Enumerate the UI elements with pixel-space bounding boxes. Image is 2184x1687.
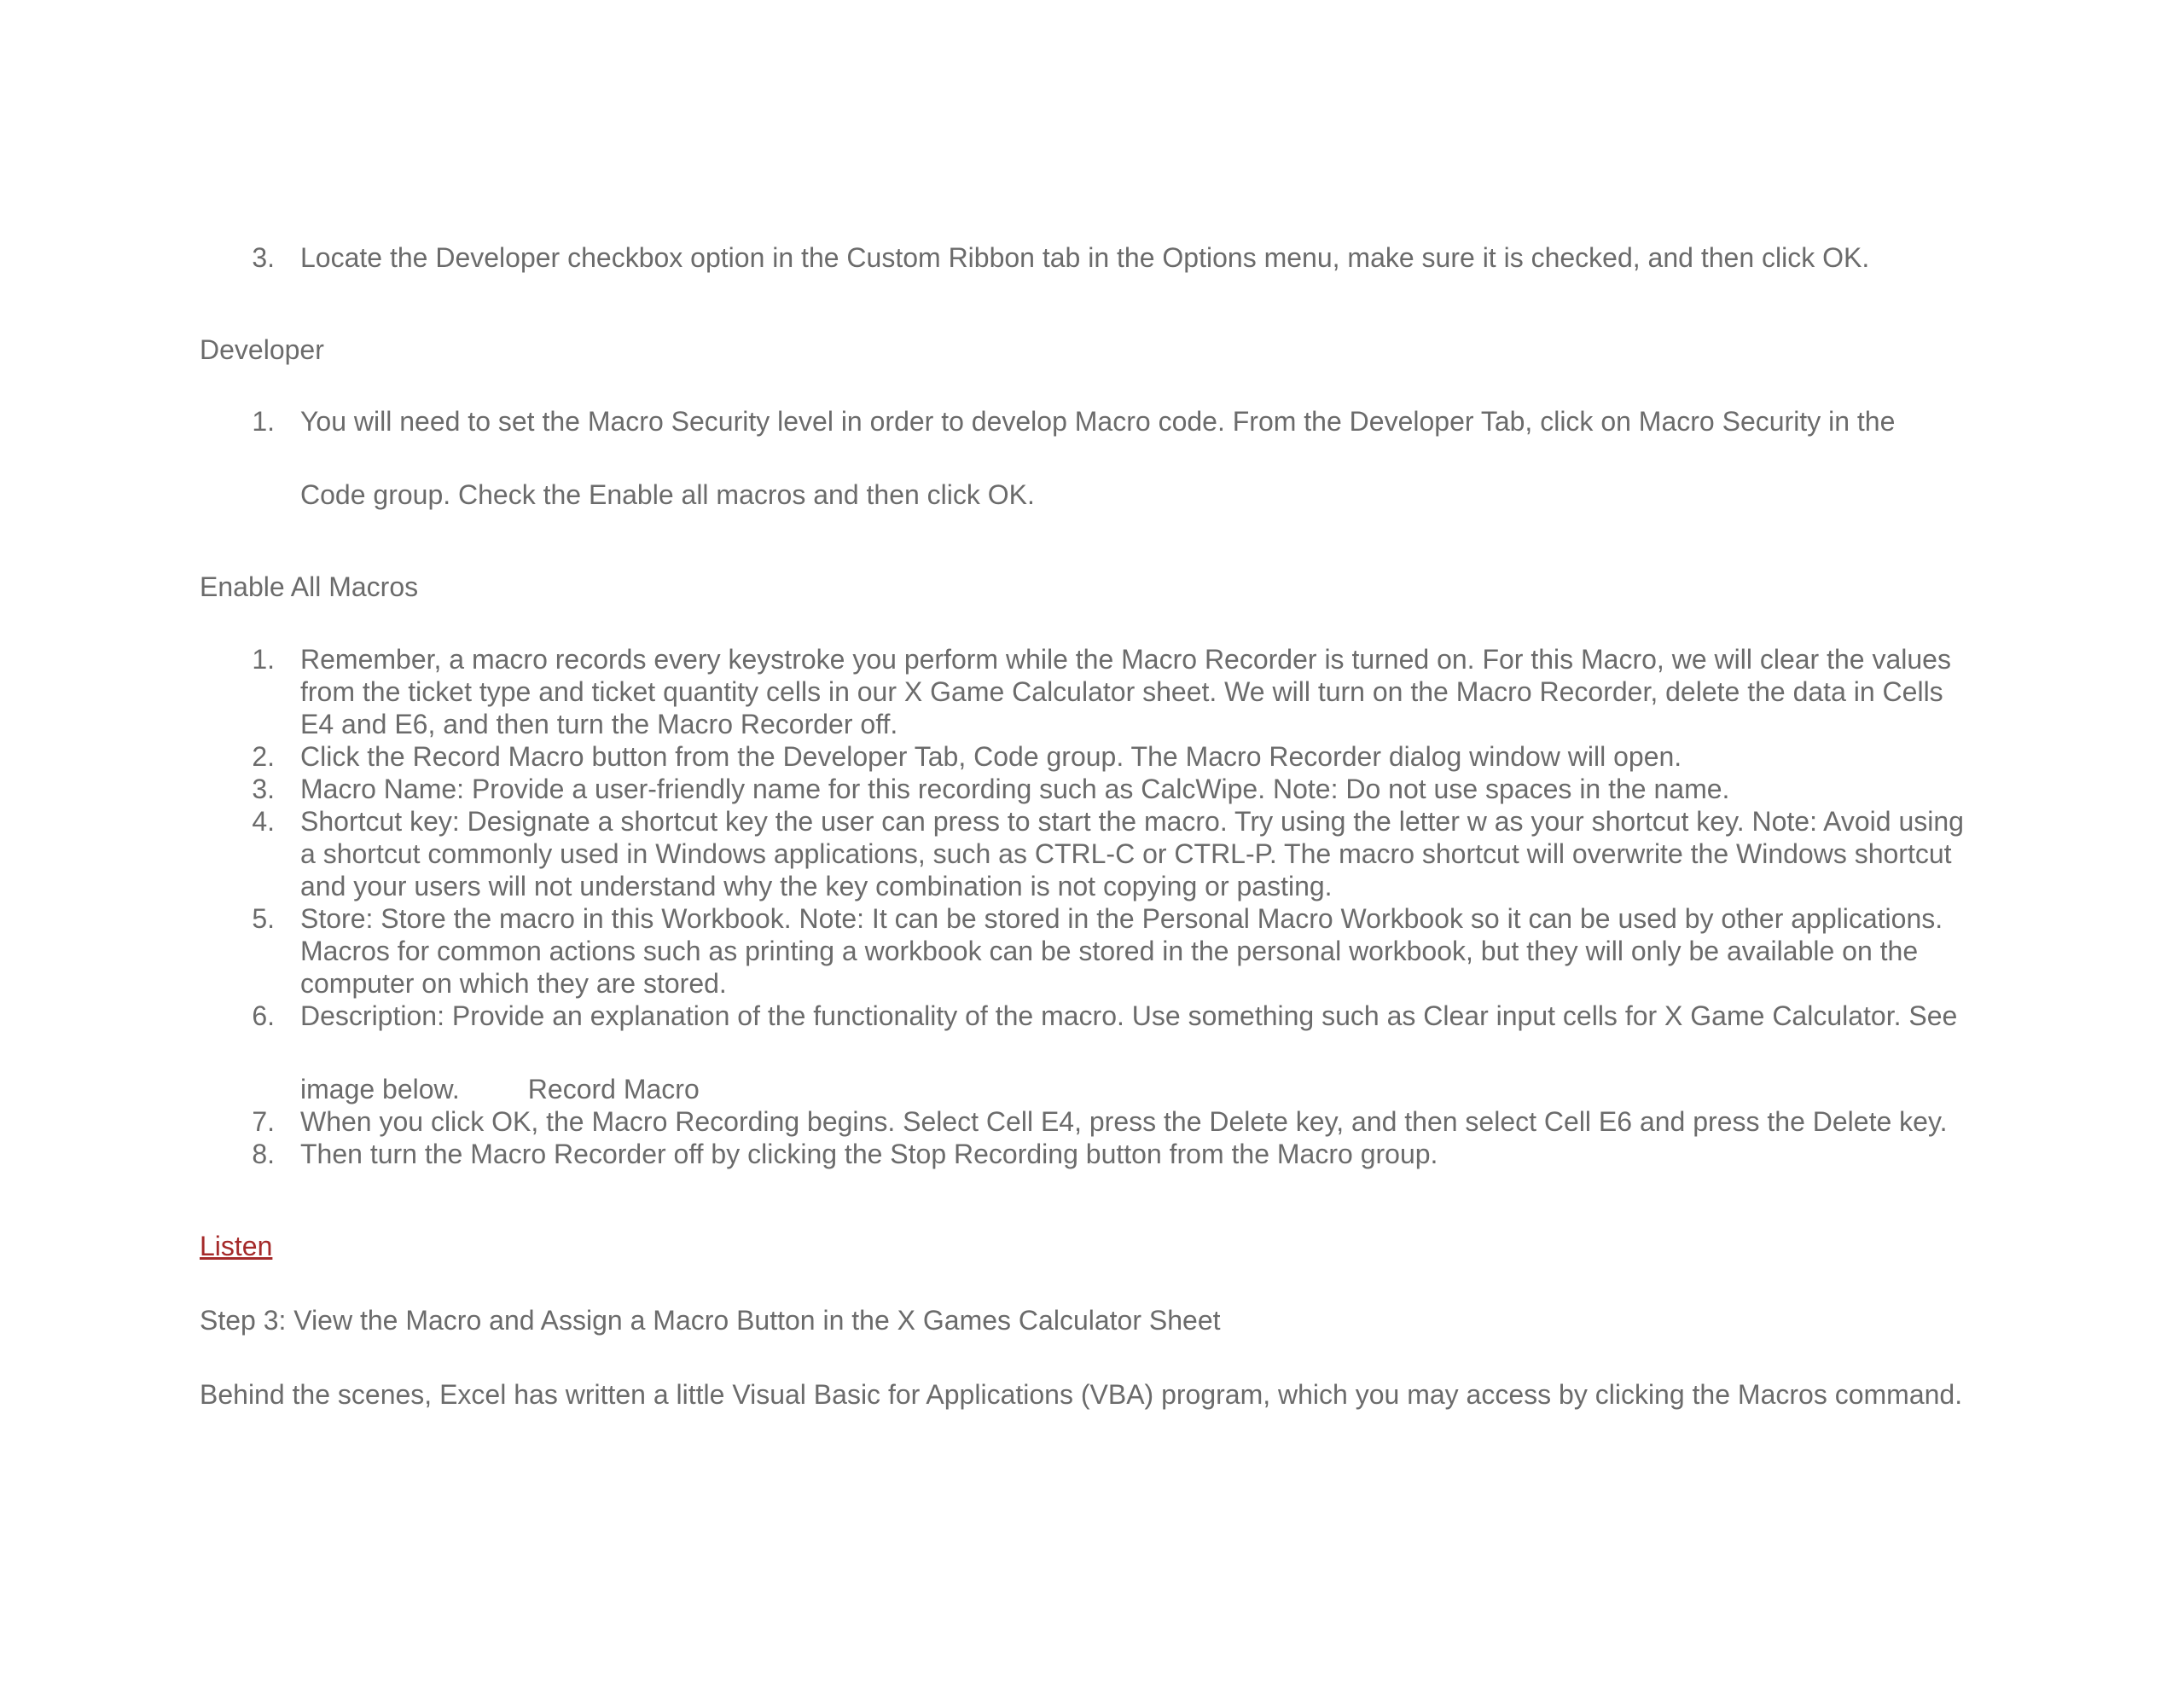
list-item-number: 6. [252,1000,275,1031]
list-item-text: a shortcut commonly used in Windows applications, such as CTRL-C or CTRL-P. The macro shortcut will overwrite the Windows shortcut [300,838,1952,869]
list-item-text: Description: Provide an explanation of the functionality of the macro. Use something such as Clear input cells for X Game Calculator. See [300,1000,1958,1031]
list-item-text: Shortcut key: Designate a shortcut key the user can press to start the macro. Try using the letter w as your shortcut key. Note: Avoid using [300,806,1964,837]
list-item-text: Remember, a macro records every keystroke you perform while the Macro Recorder is turned on. For this Macro, we will clear the values [300,644,1951,675]
step3-heading: Step 3: View the Macro and Assign a Macro Button in the X Games Calculator Sheet [200,1305,1221,1336]
listen-link[interactable]: Listen [200,1231,273,1261]
list-item-text: Macro Name: Provide a user-friendly name for this recording such as CalcWipe. Note: Do not use spaces in the name. [300,774,1730,804]
list-item-text: Macros for common actions such as printing a workbook can be stored in the personal workbook, but they will only be available on the [300,936,1919,966]
list-item-number: 7. [252,1106,275,1137]
list-item-text: When you click OK, the Macro Recording begins. Select Cell E4, press the Delete key, and then select Cell E6 and press the Delete key. [300,1106,1948,1137]
list-item-text: Code group. Check the Enable all macros and then click OK. [300,479,1035,510]
list-item-text-with-caption [300,1074,700,1105]
list-item-number: 2. [252,741,275,772]
closing-paragraph: Behind the scenes, Excel has written a little Visual Basic for Applications (VBA) program, which you may access by clicking the Macros command. [200,1379,1963,1410]
list-item-text: You will need to set the Macro Security level in order to develop Macro code. From the Developer Tab, click on Macro Security in the [300,406,1896,437]
section-heading-enable-all-macros: Enable All Macros [200,571,419,602]
list-item-number: 5. [252,903,275,934]
list-item-text: from the ticket type and ticket quantity cells in our X Game Calculator sheet. We will turn on the Macro Recorder, delete the data in Cells [300,676,1943,707]
section-heading-developer: Developer [200,334,324,365]
list-item-number: 8. [252,1139,275,1169]
image-caption-record-macro: Record Macro [527,1074,700,1104]
list-item-text: computer on which they are stored. [300,968,727,999]
list-item-text: image below. [300,1074,460,1104]
list-item-number: 3. [252,242,275,273]
list-item-number: 1. [252,644,275,675]
list-item-text: E4 and E6, and then turn the Macro Recorder off. [300,709,898,739]
list-item-number: 1. [252,406,275,437]
list-item-number: 3. [252,774,275,804]
list-item-text: and your users will not understand why the key combination is not copying or pasting. [300,871,1333,901]
list-item-text: Locate the Developer checkbox option in the Custom Ribbon tab in the Options menu, make sure it is checked, and then click OK. [300,242,1870,273]
list-item-number: 4. [252,806,275,837]
list-item-text: Click the Record Macro button from the Developer Tab, Code group. The Macro Recorder dialog window will open. [300,741,1682,772]
list-item-text: Then turn the Macro Recorder off by clicking the Stop Recording button from the Macro group. [300,1139,1438,1169]
list-item-text: Store: Store the macro in this Workbook. Note: It can be stored in the Personal Macro Workbook so it can be used by other applications. [300,903,1943,934]
